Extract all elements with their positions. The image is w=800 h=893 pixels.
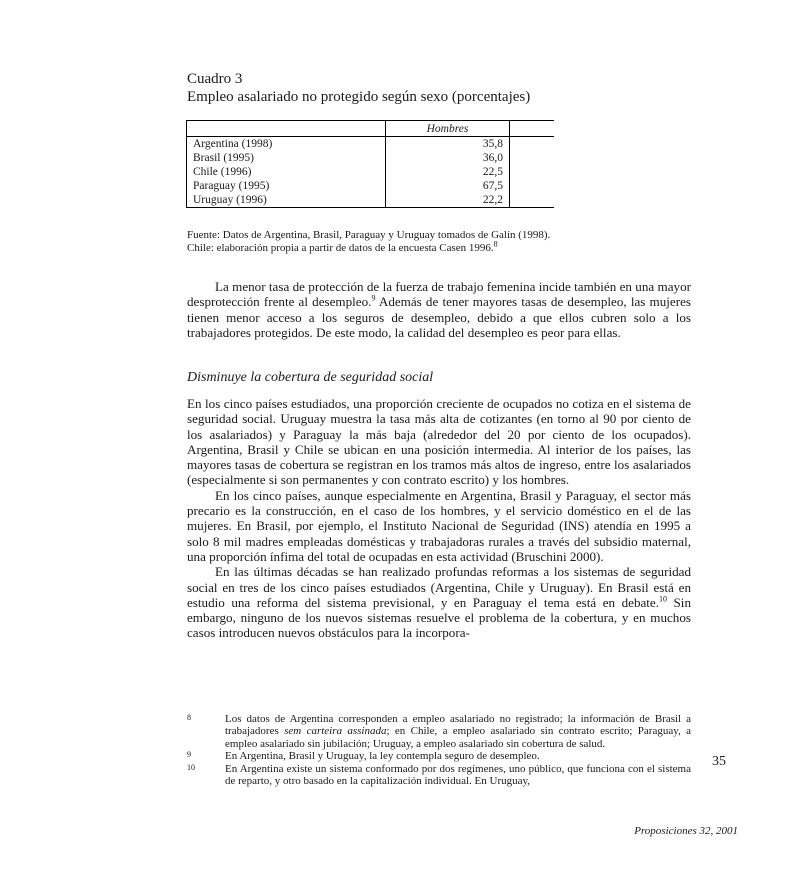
- header-cell-hombres: Hombres: [386, 121, 510, 137]
- journal-footer: Proposiciones 32, 2001: [634, 825, 738, 837]
- table-source-note: [187, 229, 550, 255]
- paragraph-2: En los cinco países estudiados, una proporción creciente de ocupados no cotiza en el sistema de seguridad social. Uruguay muestra la tasa más alta de cotizantes (en torno al 90 por ciento de los asalariados) y Paraguay la más baja (alrededor del 20 por ciento de los ocupados). Argentina, Brasil y Chile se ubican en una posición intermedia. Al interior de los países, las mayores tasas de cobertura se registran en los tramos más altos de ingreso, entre los asalariados (especialmente si son permanentes y con contrato escrito) y los hombres.: [187, 396, 691, 488]
- data-table: [186, 120, 554, 208]
- footnote: [187, 763, 691, 788]
- footnote-ref: 10: [659, 594, 668, 604]
- row-value: 22,2: [386, 193, 510, 208]
- row-value: 67,5: [386, 179, 510, 193]
- footnote-number: 8: [187, 713, 191, 722]
- footnote-number: 9: [187, 750, 191, 760]
- row-label: Paraguay (1995): [187, 179, 386, 193]
- table-row: [187, 165, 555, 179]
- footnote-ref: 8: [493, 239, 498, 249]
- footnotes: [187, 713, 691, 787]
- table-caption: [187, 70, 530, 106]
- table-row: [187, 179, 555, 193]
- table-row: [187, 137, 555, 152]
- row-value: 36,0: [386, 151, 510, 165]
- table-row: [187, 151, 555, 165]
- footnote-ref: 9: [371, 293, 376, 303]
- row-label: Chile (1996): [187, 165, 386, 179]
- table-title: Empleo asalariado no protegido según sexo (porcentajes): [187, 89, 531, 105]
- table-number: Cuadro 3: [187, 71, 243, 87]
- source-line-2: Chile: elaboración propia a partir de datos de la encuesta Casen 1996.$^8$: [187, 239, 498, 254]
- footnote: [187, 750, 691, 762]
- header-cell-label: [187, 121, 386, 137]
- row-value: 35,8: [386, 137, 510, 152]
- paragraph-4: En las últimas décadas se han realizado profundas reformas a los sistemas de seguridad social en tres de los cinco países estudiados (Argentina, Chile y Uruguay). En Brasil está en estudio una reforma del sistema previsional, y en Paraguay el tema está en debate.$^{10}$ Sin embargo, ninguno de los nuevos sistemas resuelve el problema de la cobertura, y en muchos casos introducen nuevos obstáculos para la incorpora-: [187, 564, 691, 641]
- row-label: Argentina (1998): [187, 137, 386, 152]
- paragraph-1: La menor tasa de protección de la fuerza de trabajo femenina incide también en una mayor desprotección frente al desempleo.$^9$ Además de tener mayores tasas de desempleo, las mujeres tienen menor acceso a los seguros de desempleo, debido a que ellos cubren solo a los trabajadores protegidos. De este modo, la calidad del desempleo es peor para ellas.: [187, 279, 691, 340]
- page-number: 35: [712, 754, 726, 769]
- table-header-row: [187, 121, 555, 137]
- footnote-text: Los datos de Argentina corresponden a empleo asalariado no registrado; la información de Brasil a trabajadores sem carteira assinada; en Chile, a empleo asalariado sin contrato escrito; Paraguay, a empleo asalariado sin jubilación; Uruguay, a empleo asalariado sin cobertura de salud.: [225, 713, 691, 750]
- section-heading: Disminuye la cobertura de seguridad social: [187, 370, 434, 385]
- footnote-text: En Argentina existe un sistema conformado por dos regímenes, uno público, que funciona con el sistema de reparto, y otro basado en la capitalización individual. En Uruguay,: [225, 762, 691, 788]
- row-value: 22,5: [386, 165, 510, 179]
- row-label: Uruguay (1996): [187, 193, 386, 208]
- footnote-text: En Argentina, Brasil y Uruguay, la ley contempla seguro de desempleo.: [225, 750, 540, 763]
- source-line-1: Fuente: Datos de Argentina, Brasil, Paraguay y Uruguay tomados de Galín (1998).: [187, 229, 551, 241]
- table-row: [187, 193, 555, 208]
- header-cell-extra: [510, 121, 555, 137]
- row-label: Brasil (1995): [187, 151, 386, 165]
- footnote-number: 10: [187, 762, 195, 772]
- paragraph-3: En los cinco países, aunque especialmente en Argentina, Brasil y Paraguay, el sector más precario es la construcción, en el caso de los hombres, y el servicio doméstico en el de las mujeres. En Brasil, por ejemplo, el Instituto Nacional de Seguridad (INS) atendía en 1995 a solo 8 mil madres empleadas domésticas y trabajadoras rurales a través del subsidio maternal, una proporción ínfima del total de ocupadas en esta actividad (Bruschini 2000).: [187, 487, 691, 564]
- section-body: [187, 396, 691, 641]
- footnote: [187, 713, 691, 750]
